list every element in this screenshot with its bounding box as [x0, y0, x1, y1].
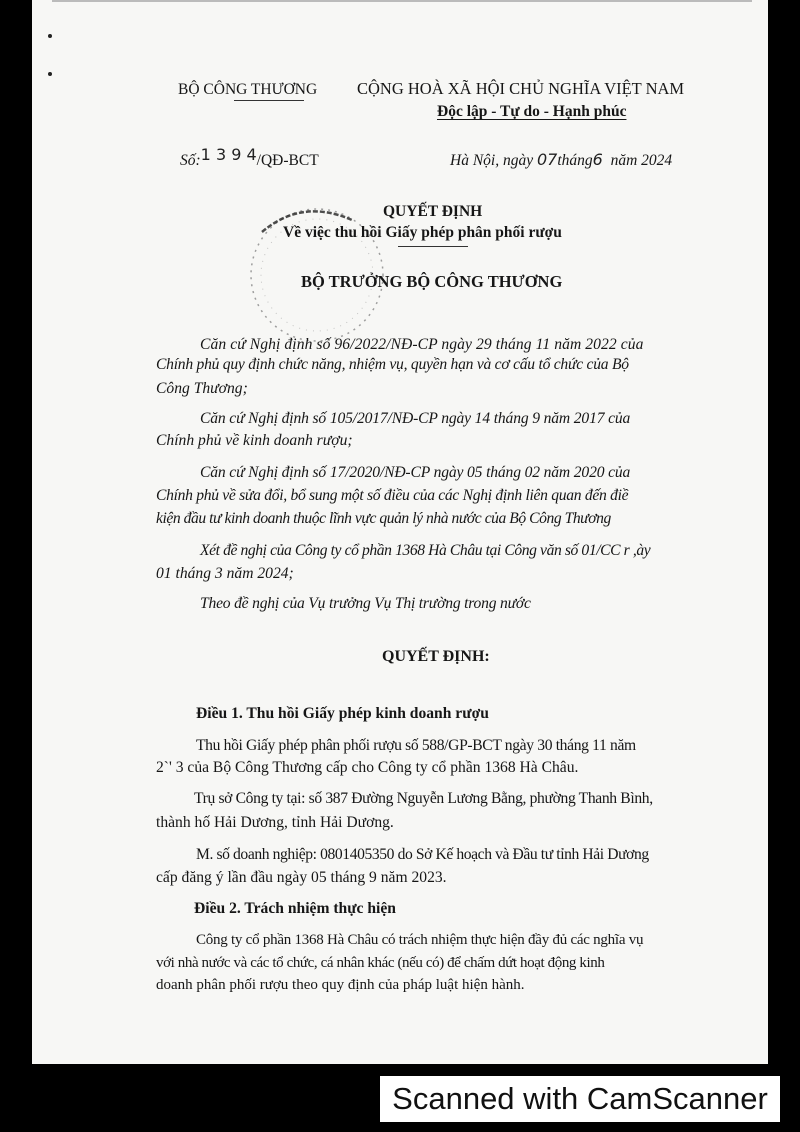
article-1-heading: Điều 1. Thu hồi Giấy phép kinh doanh rượu [196, 705, 489, 722]
subject-underline [398, 246, 468, 247]
article-1-line: cấp đăng ý lần đầu ngày 05 tháng 9 năm 2023. [156, 869, 447, 886]
issue-date: Hà Nội, ngày 07tháng6 năm 2024 [450, 150, 673, 169]
article-2-line: với nhà nước và các tổ chức, cá nhân khác (nếu có) để chấm dứt hoạt động kinh [156, 955, 605, 971]
scan-edge-line [52, 0, 752, 2]
issuing-authority: BỘ TRƯỞNG BỘ CÔNG THƯƠNG [301, 272, 563, 291]
document-number: Số:1 3 9 4/QĐ-BCT [180, 145, 319, 169]
document-page [32, 0, 768, 1064]
article-2-line: Công ty cổ phần 1368 Hà Châu có trách nhiệm thực hiện đầy đủ các nghĩa vụ [196, 932, 644, 948]
preamble-line: Chính phủ về kinh doanh rượu; [156, 432, 353, 449]
article-1-line: 2`' 3 của Bộ Công Thương cấp cho Công ty cổ phần 1368 Hà Châu. [156, 759, 579, 776]
article-2-line: doanh phân phối rượu theo quy định của pháp luật hiện hành. [156, 977, 525, 993]
preamble-line: 01 tháng 3 năm 2024; [156, 565, 294, 582]
article-1-line: Trụ sở Công ty tại: số 387 Đường Nguyễn Lương Bằng, phường Thanh Bình, [194, 790, 653, 807]
document-type: QUYẾT ĐỊNH [383, 203, 483, 220]
scan-speck [48, 34, 52, 38]
article-1-line: Thu hồi Giấy phép phân phối rượu số 588/GP-BCT ngày 30 tháng 11 năm [196, 737, 636, 754]
article-2-heading: Điều 2. Trách nhiệm thực hiện [194, 900, 396, 917]
scan-speck [48, 72, 52, 76]
article-1-line: thành hố Hải Dương, tỉnh Hải Dương. [156, 814, 394, 831]
preamble-line: Căn cứ Nghị định số 17/2020/NĐ-CP ngày 05 tháng 02 năm 2020 của [200, 464, 631, 481]
decision-heading: QUYẾT ĐỊNH: [382, 648, 490, 665]
country-name: CỘNG HOÀ XÃ HỘI CHỦ NGHĨA VIỆT NAM [357, 79, 685, 98]
preamble-line: Chính phủ quy định chức năng, nhiệm vụ, quyền hạn và cơ cấu tổ chức của Bộ [156, 356, 629, 373]
handwritten-number: 1 3 9 4 [200, 145, 257, 164]
article-1-line: M. số doanh nghiệp: 0801405350 do Sở Kế hoạch và Đầu tư tỉnh Hải Dương [196, 846, 649, 863]
preamble-line: Chính phủ về sửa đổi, bổ sung một số điều của các Nghị định liên quan đến điề [156, 487, 629, 504]
ministry-underline [234, 100, 304, 101]
preamble-line: Xét đề nghị của Công ty cổ phần 1368 Hà Châu tại Công văn số 01/CC r ,ày [200, 542, 651, 559]
preamble-line: Theo đề nghị của Vụ trưởng Vụ Thị trường trong nước [200, 595, 531, 612]
camscanner-watermark: Scanned with CamScanner [380, 1076, 780, 1122]
preamble-line: Công Thương; [156, 380, 248, 397]
preamble-line: kiện đầu tư kinh doanh thuộc lĩnh vực quản lý nhà nước của Bộ Công Thương [156, 510, 611, 527]
document-subject: Về việc thu hồi Giấy phép phân phối rượu [283, 224, 562, 241]
preamble-line: Căn cứ Nghị định số 105/2017/NĐ-CP ngày 14 tháng 9 năm 2017 của [200, 410, 631, 427]
ministry-name: BỘ CÔNG THƯƠNG [178, 81, 318, 98]
preamble-line: Căn cứ Nghị định số 96/2022/NĐ-CP ngày 29 tháng 11 năm 2022 của [200, 336, 644, 353]
national-motto: Độc lập - Tự do - Hạnh phúc [437, 103, 627, 120]
